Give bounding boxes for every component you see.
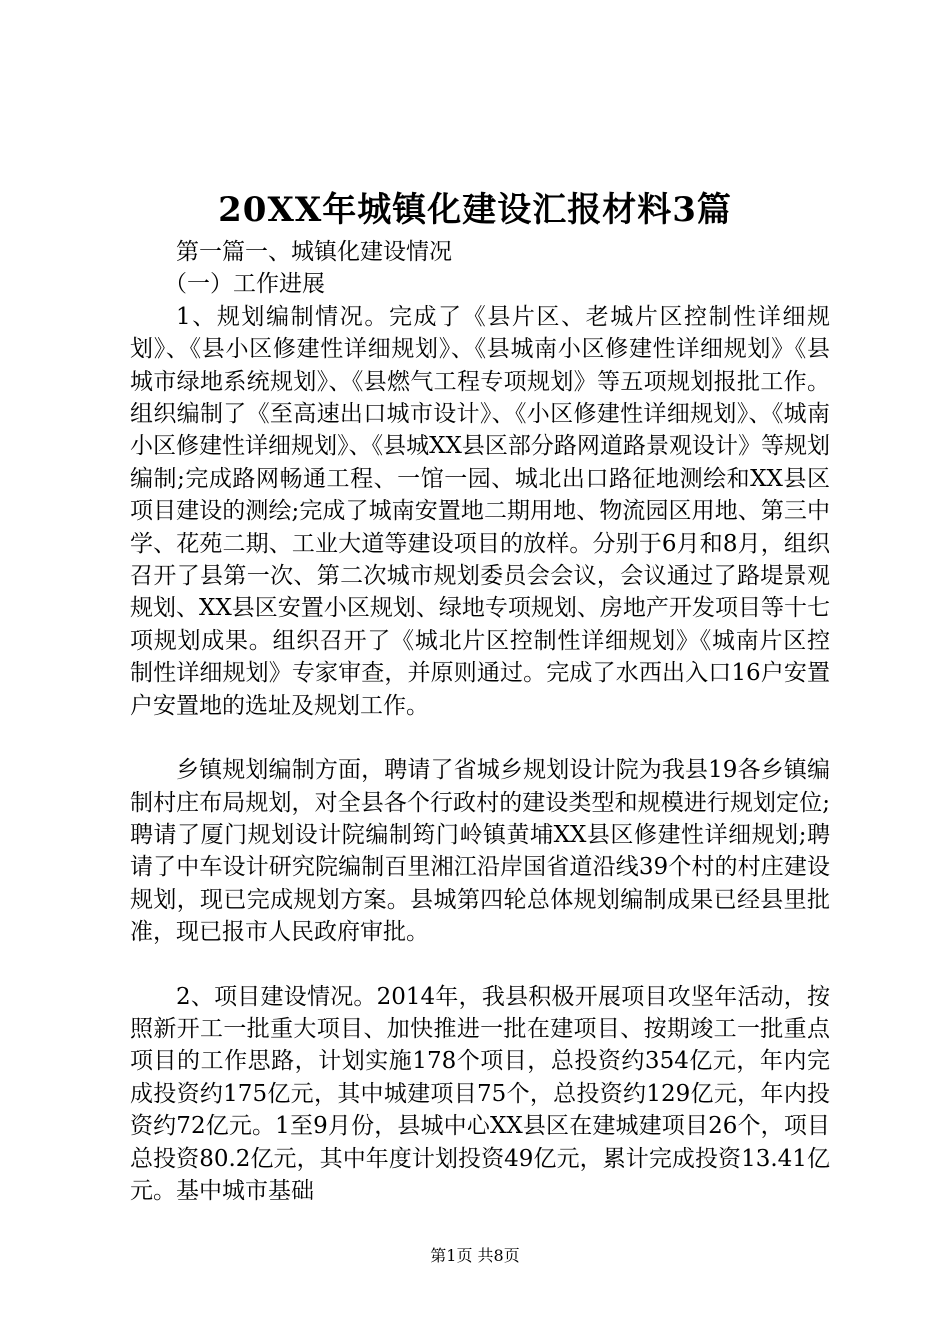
document-body xyxy=(130,236,830,1207)
paragraph-project-construction: 2、项目建设情况。2014年，我县积极开展项目攻坚年活动，按照新开工一批重大项目、加快推进一批在建项目、按期竣工一批重点项目的工作思路，计划实施178个项目，总投资约354亿元，年内完成投资约175亿元，其中城建项目75个，总投资约129亿元，年内投资约72亿元。1至9月份，县城中心XX县区在建城建项目26个，项目总投资80.2亿元，其中年度计划投资49亿元，累计完成投资13.41亿元。基中城市基础 xyxy=(130,983,830,1204)
document-title: 20XX年城镇化建设汇报材料3篇 xyxy=(218,190,732,230)
paragraph-township-planning: 乡镇规划编制方面，聘请了省城乡规划设计院为我县19各乡镇编制村庄布局规划，对全县各个行政村的建设类型和规模进行规划定位;聘请了厦门规划设计院编制筠门岭镇黄埔XX县区修建性详细规划;聘请了中车设计研究院编制百里湘江沿岸国省道沿线39个村的村庄建设规划，现已完成规划方案。县城第四轮总体规划编制成果已经县里批准，现已报市人民政府审批。 xyxy=(130,757,830,946)
paragraph-planning: 1、规划编制情况。完成了《县片区、老城片区控制性详细规划》、《县小区修建性详细规划》、《县城南小区修建性详细规划》《县城市绿地系统规划》、《县燃气工程专项规划》等五项规划报批工作。组织编制了《至高速出口城市设计》、《小区修建性详细规划》、《城南小区修建性详细规划》、《县城XX县区部分路网道路景观设计》等规划编制;完成路网畅通工程、一馆一园、城北出口路征地测绘和XX县区项目建设的测绘;完成了城南安置地二期用地、物流园区用地、第三中学、花苑二期、工业大道等建设项目的放样。分别于6月和8月，组织召开了县第一次、第二次城市规划委员会会议，会议通过了路堤景观规划、XX县区安置小区规划、绿地专项规划、房地产开发项目等十七项规划成果。组织召开了《城北片区控制性详细规划》《城南片区控制性详细规划》专家审查，并原则通过。完成了水西出入口16户安置户安置地的选址及规划工作。 xyxy=(130,303,830,719)
page-footer: 第1页 共8页 xyxy=(430,1246,520,1265)
section-heading: 第一篇一、城镇化建设情况 xyxy=(176,239,452,265)
subsection-heading: （一）工作进展 xyxy=(164,271,325,298)
